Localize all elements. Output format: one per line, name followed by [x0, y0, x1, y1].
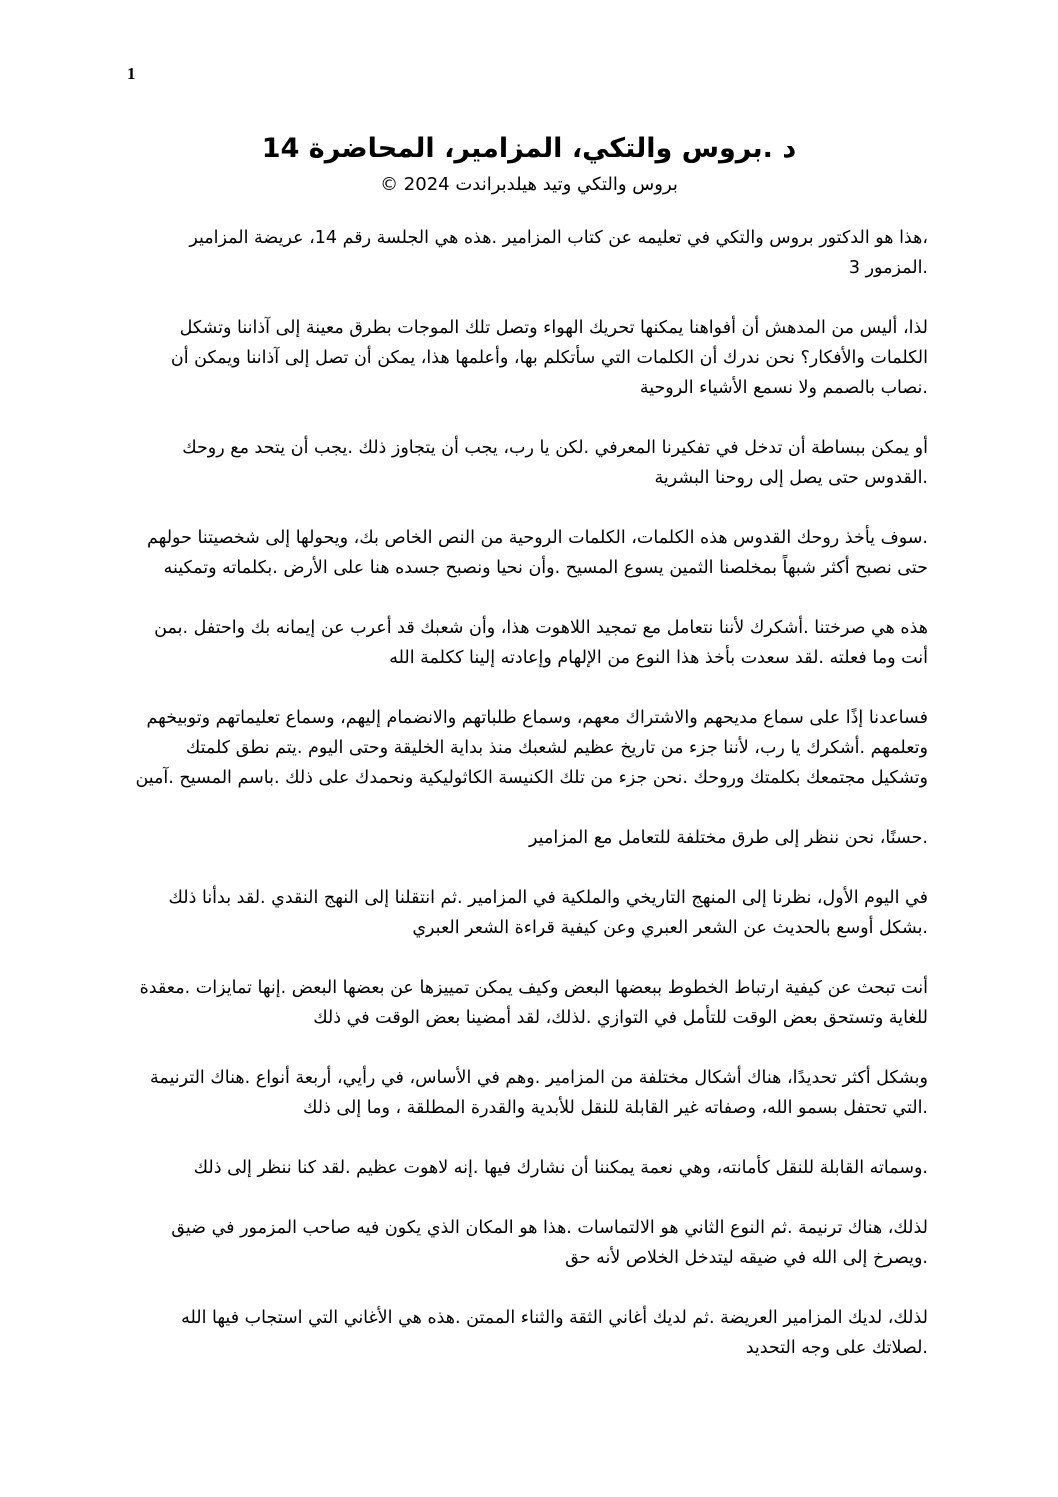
paragraph-13: لذلك، لديك المزامير العريضة .ثم لديك أغاني الثقة والثناء الممتن .هذه هي الأغاني التي استجاب فيها الله .لصلاتك على وجه التحديد: [181, 1308, 928, 1358]
paragraph-12: لذلك، هناك ترنيمة .ثم النوع الثاني هو الالتماسات .هذا هو المكان الذي يكون فيه صاحب المزمور في ضيق .ويصرخ إلى الله في ضيقه ليتدخل الخلاص لأنه حق: [171, 1218, 928, 1268]
copyright-line: بروس والتكي وتيد هيلدبراندت 2024 ©: [380, 174, 678, 195]
paragraph-11: .وسماته القابلة للنقل كأمانته، وهي نعمة يمكننا أن نشارك فيها .إنه لاهوت عظيم .لقد كنا ننظر إلى ذلك: [193, 1158, 928, 1178]
paragraph-4: .سوف يأخذ روحك القدوس هذه الكلمات، الكلمات الروحية من النص الخاص بك، ويحولها إلى شخصيتنا حولهم حتى نصبح أكثر شبهاً بمخلصنا الثمين يسوع المسيح .وأن نحيا ونصبح جسده هنا على الأرض .بكلماته وتمكينه: [147, 528, 928, 578]
page-number: 1: [127, 64, 136, 83]
paragraph-9: أنت تبحث عن كيفية ارتباط الخطوط ببعضها البعض وكيف يمكن تمييزها عن بعضها البعض .إنها تمايزات .معقدة للغاية وتستحق بعض الوقت للتأمل في التوازي .لذلك، لقد أمضينا بعض الوقت في ذلك: [139, 978, 928, 1028]
paragraph-6: فساعدنا إذًا على سماع مديحهم والاشتراك معهم، وسماع طلباتهم والانضمام إليهم، وسماع تعليماتهم وتوبيخهم وتعلمهم .أشكرك يا رب، لأننا جزء من تاريخ عظيم لشعبك منذ بداية الخليقة وحتى اليوم .يتم نطق كلمتك وتشكيل مجتمعك بكلمتك وروحك .نحن جزء من تلك الكنيسة الكاثوليكية ونحمدك على ذلك .باسم المسيح .آمين: [135, 708, 928, 788]
document-body: [130, 223, 928, 1393]
paragraph-3: أو يمكن ببساطة أن تدخل في تفكيرنا المعرفي .لكن يا رب، يجب أن يتجاوز ذلك .يجب أن يتحد مع روحك .القدوس حتى يصل إلى روحنا البشرية: [182, 438, 928, 488]
paragraph-5: هذه هي صرختنا .أشكرك لأننا نتعامل مع تمجيد اللاهوت هذا، وأن شعبك قد أعرب عن إيمانه بك واحتفل .بمن أنت وما فعلته .لقد سعدت بأخذ هذا النوع من الإلهام وإعادته إلينا ككلمة الله: [154, 618, 928, 668]
paragraph-8: في اليوم الأول، نظرنا إلى المنهج التاريخي والملكية في المزامير .ثم انتقلنا إلى النهج النقدي .لقد بدأنا ذلك .بشكل أوسع بالحديث عن الشعر العبري وعن كيفية قراءة الشعر العبري: [168, 888, 928, 938]
paragraph-1: ،هذا هو الدكتور بروس والتكي في تعليمه عن كتاب المزامير .هذه هي الجلسة رقم 14، عريضة المزامير .المزمور 3: [189, 228, 928, 278]
page-title: د .بروس والتكي، المزامير، المحاضرة 14: [261, 133, 797, 164]
paragraph-7: .حسنًا، نحن ننظر إلى طرق مختلفة للتعامل مع المزامير: [529, 828, 928, 848]
paragraph-2: لذا، أليس من المدهش أن أفواهنا يمكنها تحريك الهواء وتصل تلك الموجات بطرق معينة إلى آذاننا وتشكل الكلمات والأفكار؟ نحن ندرك أن الكلمات التي سأتكلم بها، وأعلمها هذا، يمكن أن تصل إلى آذاننا ويمكن أن .نصاب بالصمم ولا نسمع الأشياء الروحية: [170, 318, 928, 398]
paragraph-10: وبشكل أكثر تحديدًا، هناك أشكال مختلفة من المزامير .وهم في الأساس، في رأيي، أربعة أنواع .هناك الترنيمة .التي تحتفل بسمو الله، وصفاته غير القابلة للنقل للأبدية والقدرة المطلقة ، وما إلى ذلك: [150, 1068, 928, 1118]
